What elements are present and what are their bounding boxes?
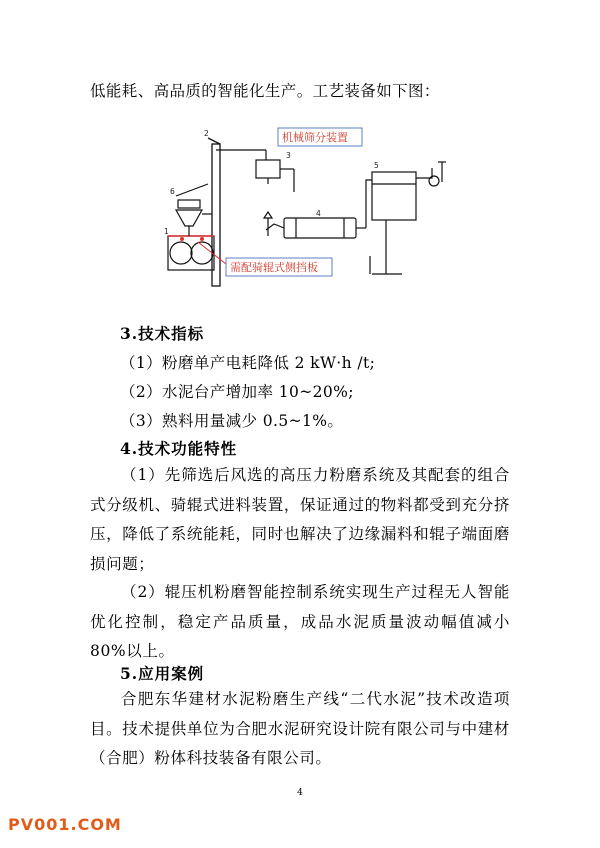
intro-line: 低能耗、高品质的智能化生产。工艺装备如下图： bbox=[90, 82, 440, 100]
callout-bottom bbox=[198, 242, 332, 276]
process-diagram-svg bbox=[146, 124, 456, 302]
label-4: 4 bbox=[316, 209, 321, 218]
site-watermark: PV001.COM bbox=[8, 815, 122, 834]
section4-paragraph-2: （2）辊压机粉磨智能控制系统实现生产过程无人智能优化控制，稳定产品质量，成品水泥质量波动幅值减小 80%以上。 bbox=[90, 583, 510, 660]
section3-heading: 3.技术指标 bbox=[120, 324, 205, 343]
section4-heading: 4.技术功能特性 bbox=[120, 439, 238, 458]
section4-paragraph-1: （1）先筛选后风选的高压力粉磨系统及其配套的组合式分级机、骑辊式进料装置，保证通过的物料都受到充分挤压，降低了系统能耗，同时也解决了边缘漏料和辊子端面磨损问题； bbox=[90, 466, 510, 573]
ball-mill bbox=[264, 212, 366, 238]
callout-top-text: 机械筛分装置 bbox=[282, 131, 348, 144]
label-5: 5 bbox=[374, 161, 379, 170]
separator bbox=[366, 162, 446, 274]
callout-bottom-text: 需配骑辊式侧挡板 bbox=[230, 261, 318, 274]
callout-top bbox=[278, 128, 362, 146]
section3-item-3: （3）熟料用量减少 0.5~1%。 bbox=[120, 412, 344, 430]
roller-press bbox=[168, 236, 214, 270]
section5-heading: 5.应用案例 bbox=[120, 664, 205, 683]
section3-item-1: （1）粉磨单产电耗降低 2 kW·h /t; bbox=[120, 354, 376, 372]
page-number: 4 bbox=[297, 788, 303, 798]
top-conveyor bbox=[216, 150, 266, 160]
label-3: 3 bbox=[286, 151, 291, 160]
section5-paragraph-1: 合肥东华建材水泥粉磨生产线“二代水泥”技术改造项目。技术提供单位为合肥水泥研究设计院有限公司与中建材（合肥）粉体科技装备有限公司。 bbox=[90, 690, 510, 767]
feed-hopper bbox=[176, 184, 212, 236]
label-1: 1 bbox=[164, 227, 169, 236]
screening-device bbox=[256, 160, 294, 192]
section3-item-2: （2）水泥台产增加率 10~20%; bbox=[120, 383, 354, 401]
label-6: 6 bbox=[170, 187, 175, 196]
process-diagram bbox=[146, 124, 456, 302]
label-2: 2 bbox=[204, 129, 209, 138]
